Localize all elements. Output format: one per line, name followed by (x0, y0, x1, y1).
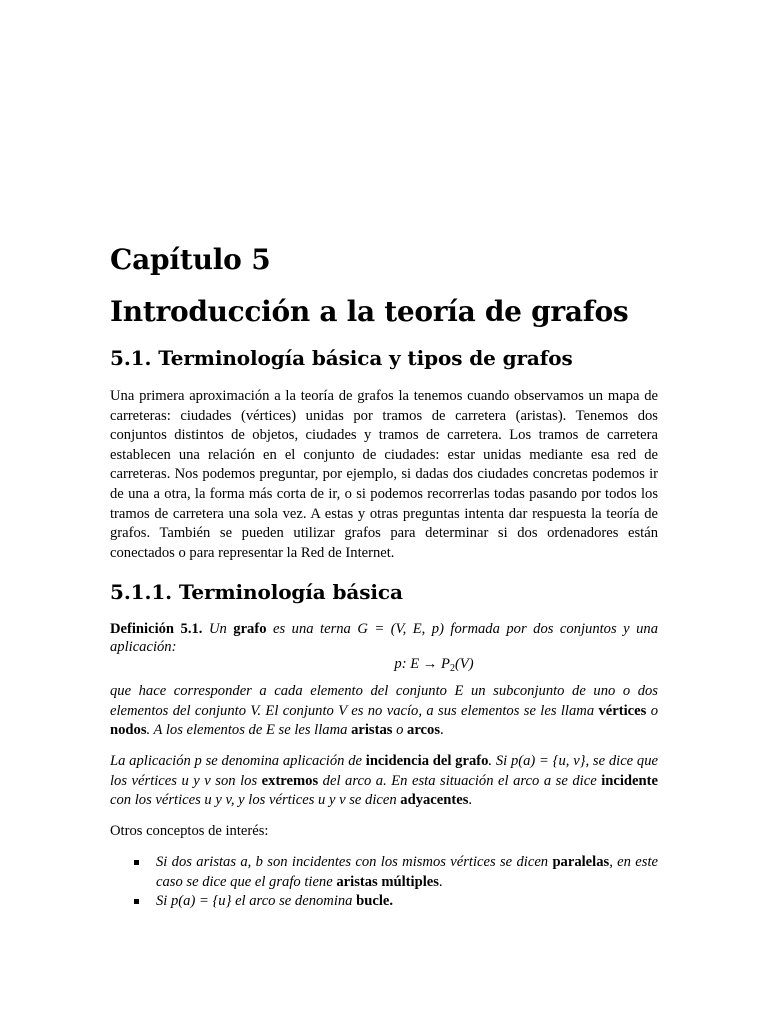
list-item-text: Si p(a) = {u} el arco se denomina (156, 893, 353, 910)
definition-continuation (110, 682, 658, 741)
section-heading: 5.1. Terminología básica y tipos de grafos (110, 346, 573, 370)
chapter-title: Introducción a la teoría de grafos (110, 295, 629, 328)
definition-text: Un (208, 621, 227, 637)
term-nodos: nodos (110, 722, 147, 739)
definition-text: o (650, 702, 658, 719)
term-paralelas: paralelas (552, 854, 610, 870)
term-grafo: grafo (233, 621, 267, 637)
subsection-heading: 5.1.1. Terminología básica (110, 580, 403, 604)
application-text: . Si p(a) = {u, v}, se dice que los vértices u y v son los (110, 753, 658, 789)
application-paragraph (110, 752, 658, 811)
definition-text: . (440, 722, 444, 739)
definition-label: Definición 5.1. (110, 621, 203, 637)
definition-text: es una terna G = (V, E, p) formada por dos conjuntos y una aplicación: (110, 621, 659, 655)
term-incidente: incidente (601, 772, 658, 789)
term-extremos: extremos (261, 772, 319, 789)
formula-end: (V) (454, 656, 474, 672)
formula-main: p: E → P (394, 656, 450, 672)
application-text: La aplicación p se denomina aplicación de (110, 753, 362, 769)
intro-paragraph: Una primera aproximación a la teoría de grafos la tenemos cuando observamos un mapa de carreteras: ciudades (vértices) unidas por tramos de carretera (aristas). Tenemos dos conjuntos distintos de objetos, ciudades y tramos de carretera. Los tramos de carretera establecen una relación en el conjunto de ciudades: estar unidas mediante esa red de carreteras. Nos podemos preguntar, por ejemplo, si dadas dos ciudades concretas podemos ir de una a otra, la forma más corta de ir, o si podemos recorrerlas todas pasando por todos los tramos de carretera una sola vez. A estas y otras preguntas intenta dar respuesta la teoría de grafos. También se pueden utilizar grafos para determinar si dos ordenadores están conectados o para representar la Red de Internet. (110, 388, 658, 561)
formula-subscript: 2 (449, 663, 455, 674)
formula (110, 655, 658, 679)
term-aristas-multiples: aristas múltiples (336, 873, 439, 890)
application-text: . (468, 792, 473, 809)
term-adyacentes: adyacentes (400, 792, 469, 809)
list-item (110, 892, 658, 912)
bullet-square-icon (134, 899, 139, 904)
term-vertices: vértices (598, 702, 647, 719)
other-concepts-intro: Otros conceptos de interés: (110, 823, 269, 839)
list-item-text: , en este caso se dice que el grafo tiene (156, 854, 658, 890)
definition-text: o (396, 722, 404, 739)
list-item-text: . (438, 873, 443, 890)
term-arcos: arcos (407, 722, 441, 739)
definition-text: . A los elementos de E se les llama (146, 722, 348, 739)
definition-text: que hace corresponder a cada elemento del conjunto E un subconjunto de uno o dos elementos del conjunto V. El conjunto V es no vacío, a sus elementos se les llama (110, 683, 658, 719)
definition-paragraph (110, 621, 658, 656)
chapter-label: Capítulo 5 (110, 243, 271, 276)
application-text: con los vértices u y v, y los vértices u y v se dicen (110, 792, 397, 809)
application-text: del arco a. En esta situación el arco a se dice (322, 772, 597, 789)
list-item (110, 853, 658, 892)
bullet-square-icon (134, 860, 139, 865)
list-item-text: Si dos aristas a, b son incidentes con los mismos vértices se dicen (156, 854, 549, 870)
term-incidencia: incidencia del grafo (365, 753, 489, 769)
term-aristas: aristas (351, 722, 393, 739)
concept-list (110, 853, 658, 912)
term-bucle: bucle. (356, 893, 394, 910)
